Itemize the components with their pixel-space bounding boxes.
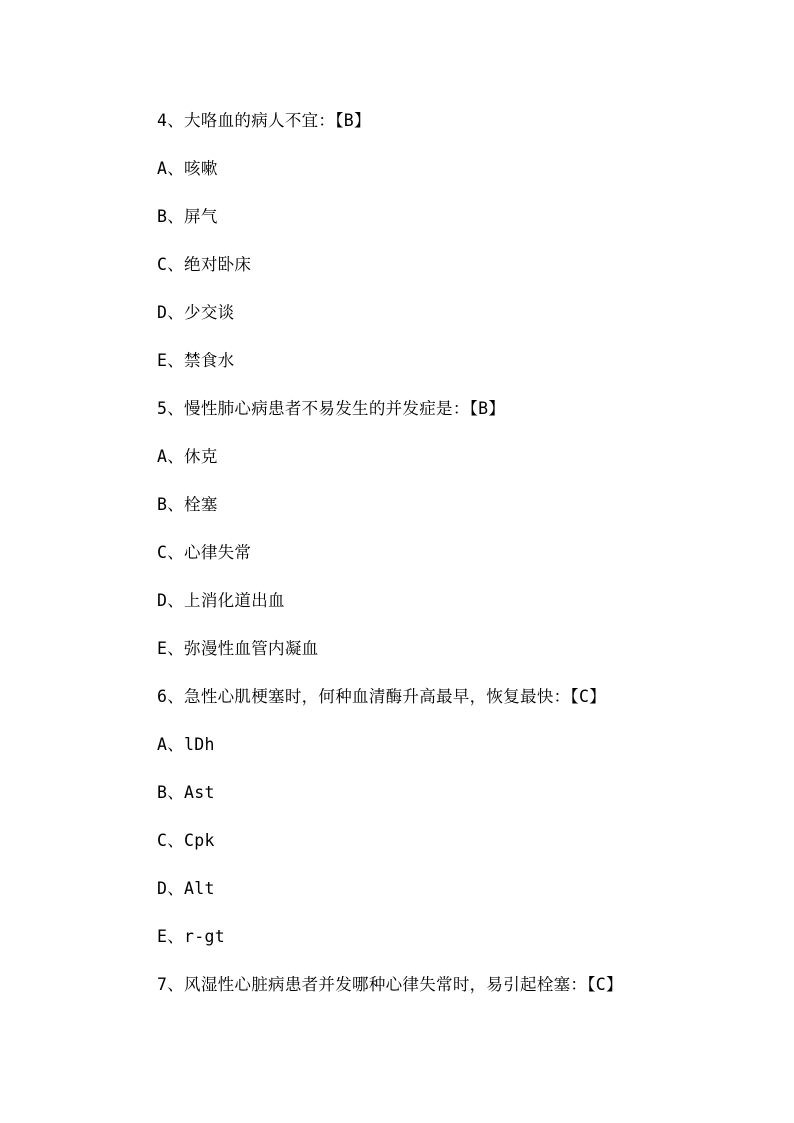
question-7-stem: 7、风湿性心脏病患者并发哪种心律失常时，易引起栓塞：【C】 [157, 975, 623, 994]
question-6-option-d: D、Alt [157, 879, 215, 898]
question-4-option-c: C、绝对卧床 [157, 255, 252, 274]
question-6-option-c: C、Cpk [157, 831, 215, 850]
question-4-option-b: B、屏气 [157, 207, 218, 226]
question-5-option-b: B、栓塞 [157, 495, 218, 514]
question-4-option-e: E、禁食水 [157, 351, 235, 370]
question-4-stem: 4、大咯血的病人不宜：【B】 [157, 111, 371, 130]
question-5-option-c: C、心律失常 [157, 543, 252, 562]
question-6-option-b: B、Ast [157, 783, 215, 802]
question-6-stem: 6、急性心肌梗塞时，何种血清酶升高最早，恢复最快：【C】 [157, 687, 607, 706]
question-6-option-e: E、r-gt [157, 927, 225, 946]
question-4-option-d: D、少交谈 [157, 303, 235, 322]
question-5-option-d: D、上消化道出血 [157, 591, 285, 610]
question-5-option-e: E、弥漫性血管内凝血 [157, 639, 319, 658]
question-4-option-a: A、咳嗽 [157, 159, 218, 178]
question-5-stem: 5、慢性肺心病患者不易发生的并发症是：【B】 [157, 399, 506, 418]
question-6-option-a: A、lDh [157, 735, 215, 754]
question-5-option-a: A、休克 [157, 447, 218, 466]
